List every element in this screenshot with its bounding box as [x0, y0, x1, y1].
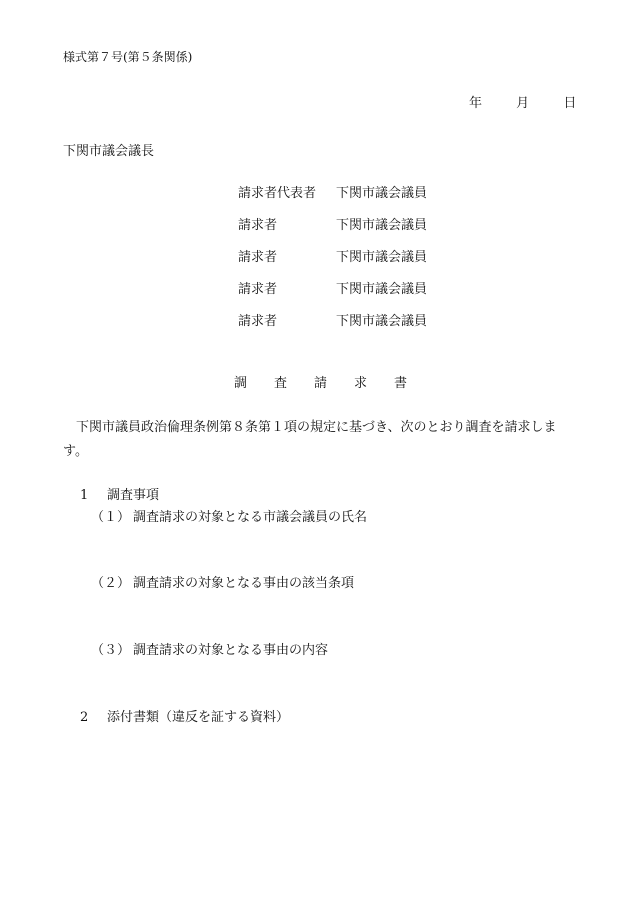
sub-item-label: 調査請求の対象となる事由の内容: [133, 643, 329, 658]
sub-item-label: 調査請求の対象となる市議会議員の氏名: [133, 510, 368, 525]
requester-role: 請求者: [238, 314, 278, 329]
body-paragraph: 下関市議員政治倫理条例第８条第１項の規定に基づき、次のとおり調査を請求します。: [63, 420, 557, 459]
title-char: 書: [394, 376, 408, 391]
section-label: 添付書類（違反を証する資料）: [107, 710, 290, 725]
form-number: 様式第７号(第５条関係): [63, 50, 193, 64]
requester-title: 下関市議会議員: [336, 282, 428, 297]
sub-item-number: （２）: [91, 576, 131, 591]
requester-role: 請求者: [238, 218, 278, 233]
sub-item-number: （１）: [91, 510, 131, 525]
section-number: 2: [80, 710, 89, 725]
date-day-label: 日: [563, 96, 577, 111]
title-char: 調: [234, 376, 248, 391]
sub-item-number: （３）: [91, 643, 131, 658]
requester-role: 請求者代表者: [238, 186, 317, 201]
requester-role: 請求者: [238, 282, 278, 297]
requester-title: 下関市議会議員: [336, 314, 428, 329]
date-month-label: 月: [516, 96, 530, 111]
date-year-label: 年: [469, 96, 483, 111]
requester-title: 下関市議会議員: [336, 250, 428, 265]
sub-item-label: 調査請求の対象となる事由の該当条項: [133, 576, 355, 591]
requester-row: [238, 250, 427, 266]
document-title: [234, 376, 434, 392]
sub-item: [91, 643, 328, 659]
section-heading: [80, 710, 289, 726]
requester-row: [238, 282, 427, 298]
requester-title: 下関市議会議員: [336, 218, 428, 233]
requester-title: 下関市議会議員: [336, 186, 428, 201]
title-char: 求: [354, 376, 368, 391]
title-char: 請: [314, 376, 328, 391]
requester-role: 請求者: [238, 250, 278, 265]
requester-row: [238, 314, 427, 330]
date-line: [469, 96, 576, 112]
requester-row: [238, 186, 427, 202]
addressee: 下関市議会議長: [63, 144, 155, 159]
section-number: 1: [80, 488, 89, 503]
section-heading: [80, 488, 159, 504]
requester-row: [238, 218, 427, 234]
sub-item: [91, 576, 354, 592]
sub-item: [91, 510, 367, 526]
section-label: 調査事項: [107, 488, 160, 503]
title-char: 査: [274, 376, 288, 391]
